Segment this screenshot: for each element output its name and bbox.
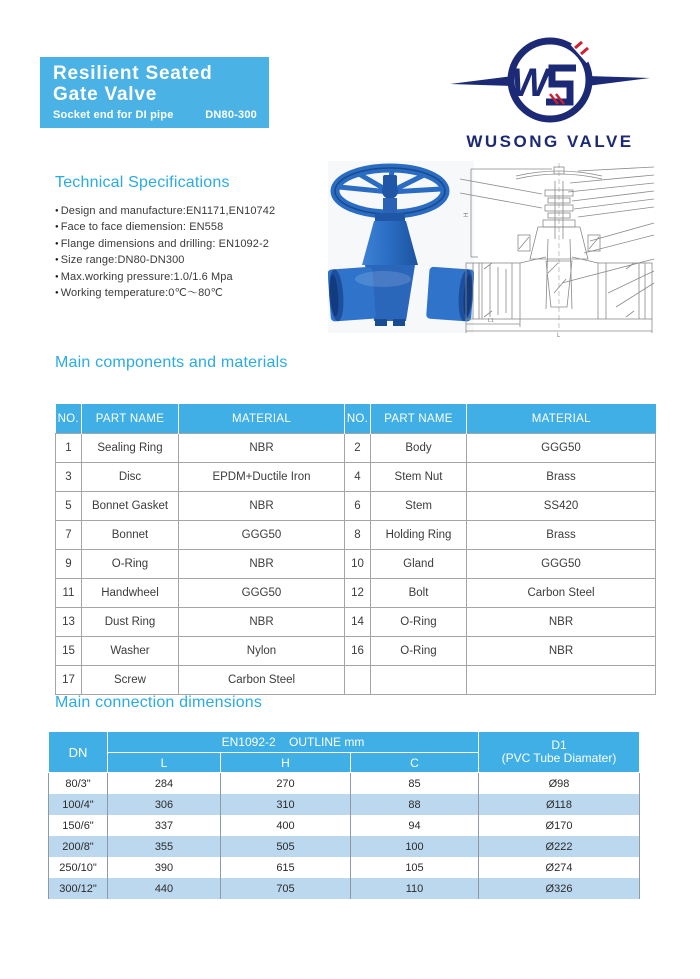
table-cell: GGG50 [179,521,345,550]
table-cell: 270 [221,773,351,795]
table-cell: Gland [371,550,467,579]
col-header-no: NO. [345,404,371,434]
table-cell: 440 [108,878,221,899]
table-cell: 3 [56,463,82,492]
table-cell: 400 [221,815,351,836]
table-cell: EPDM+Ductile Iron [179,463,345,492]
table-cell: GGG50 [467,550,656,579]
table-cell: Body [371,434,467,463]
table-cell: 15 [56,637,82,666]
table-cell: 11 [56,579,82,608]
drawing-label-h: H [464,212,470,217]
table-cell: Stem [371,492,467,521]
valve-technical-drawing [458,161,660,337]
table-cell: 100 [351,836,479,857]
wusong-logo-icon [440,34,660,126]
table-row [56,434,656,463]
table-cell: Nylon [179,637,345,666]
spec-item: ● Face to face diemension: EN558 [55,219,275,235]
spec-item: ● Working temperature:0℃～80℃ [55,285,275,301]
table-cell: 10 [345,550,371,579]
table-cell: NBR [179,492,345,521]
valve-photo [328,161,474,333]
spec-item: ● Max.working pressure:1.0/1.6 Mpa [55,269,275,285]
table-cell: 705 [221,878,351,899]
table-cell: 337 [108,815,221,836]
table-row [56,492,656,521]
table-cell: Bonnet [82,521,179,550]
col-header-dn: DN [49,732,108,773]
product-size-range: DN80-300 [205,109,257,121]
table-cell: Dust Ring [82,608,179,637]
table-cell: Ø98 [479,773,640,795]
table-row [56,666,656,695]
table-cell: SS420 [467,492,656,521]
table-row [49,857,640,878]
spec-item: ● Flange dimensions and drilling: EN1092-2 [55,236,275,252]
table-cell: 16 [345,637,371,666]
tech-specs-heading: Technical Specifications [55,174,230,191]
table-row [49,794,640,815]
dimensions-heading: Main connection dimensions [55,694,263,711]
table-cell: 300/12" [49,878,108,899]
table-cell: Carbon Steel [467,579,656,608]
col-header-d1 [479,732,640,773]
table-cell: Bonnet Gasket [82,492,179,521]
product-title-banner [40,57,269,128]
table-cell: Washer [82,637,179,666]
col-header-material: MATERIAL [179,404,345,434]
table-row [56,550,656,579]
table-cell: 7 [56,521,82,550]
table-cell: 6 [345,492,371,521]
company-name: WUSONG VALVE [466,132,634,151]
company-logo [440,34,660,152]
product-subtitle: Socket end for DI pipe [53,109,174,121]
table-row [56,521,656,550]
table-cell: Bolt [371,579,467,608]
col-header-no: NO. [56,404,82,434]
table-cell: Ø222 [479,836,640,857]
drawing-label-l: L [557,333,561,337]
table-cell: 17 [56,666,82,695]
table-cell: Disc [82,463,179,492]
table-cell: Ø326 [479,878,640,899]
table-cell: 88 [351,794,479,815]
table-cell: 2 [345,434,371,463]
table-cell: GGG50 [467,434,656,463]
table-cell: Ø274 [479,857,640,878]
table-row [56,637,656,666]
table-cell: Ø170 [479,815,640,836]
dimensions-table [48,731,640,899]
table-cell: NBR [179,434,345,463]
table-cell: 1 [56,434,82,463]
d1-sublabel: (PVC Tube Diamater) [501,751,617,765]
table-cell: 5 [56,492,82,521]
components-heading: Main components and materials [55,354,288,371]
table-cell: 284 [108,773,221,795]
col-header-c: C [351,753,479,773]
table-cell: Brass [467,463,656,492]
table-cell: 310 [221,794,351,815]
table-row [56,608,656,637]
table-cell: 355 [108,836,221,857]
product-title-line2: Gate Valve [53,84,158,105]
table-cell: NBR [467,608,656,637]
table-cell: Ø118 [479,794,640,815]
spec-item: ● Size range:DN80-DN300 [55,252,275,268]
table-cell: 105 [351,857,479,878]
drawing-label-l1: L1 [488,318,494,324]
table-row [49,773,640,795]
table-cell: 306 [108,794,221,815]
table-cell: 12 [345,579,371,608]
table-cell: 85 [351,773,479,795]
tech-specs-list [55,203,275,301]
table-row [49,836,640,857]
table-cell [371,666,467,695]
dimensions-header-row [49,732,640,753]
d1-label: D1 [551,738,567,752]
table-cell: NBR [467,637,656,666]
table-cell: NBR [179,550,345,579]
table-cell: 615 [221,857,351,878]
svg-text:W: W [511,61,549,105]
table-cell: NBR [179,608,345,637]
table-cell: 390 [108,857,221,878]
table-cell: 94 [351,815,479,836]
table-cell [345,666,371,695]
table-cell [467,666,656,695]
table-cell: 150/6" [49,815,108,836]
col-header-part-name: PART NAME [371,404,467,434]
table-cell: 100/4" [49,794,108,815]
table-row [49,815,640,836]
product-title-line1: Resilient Seated [53,63,213,84]
table-row [49,878,640,899]
table-cell: 80/3" [49,773,108,795]
table-cell: Sealing Ring [82,434,179,463]
table-row [56,579,656,608]
table-cell: 200/8" [49,836,108,857]
table-cell: GGG50 [179,579,345,608]
table-cell: Screw [82,666,179,695]
table-cell: Brass [467,521,656,550]
col-header-h: H [221,753,351,773]
table-cell: O-Ring [371,608,467,637]
table-cell: 250/10" [49,857,108,878]
table-cell: 110 [351,878,479,899]
table-cell: O-Ring [82,550,179,579]
table-cell: 13 [56,608,82,637]
col-header-material: MATERIAL [467,404,656,434]
table-cell: Carbon Steel [179,666,345,695]
col-header-l: L [108,753,221,773]
table-cell: 14 [345,608,371,637]
table-cell: 9 [56,550,82,579]
table-cell: 8 [345,521,371,550]
table-cell: Holding Ring [371,521,467,550]
table-cell: 505 [221,836,351,857]
table-cell: 4 [345,463,371,492]
table-cell: Handwheel [82,579,179,608]
components-table [55,404,656,695]
spec-item: ● Design and manufacture:EN1171,EN10742 [55,203,275,219]
table-cell: Stem Nut [371,463,467,492]
table-cell: O-Ring [371,637,467,666]
col-header-part-name: PART NAME [82,404,179,434]
table-row [56,463,656,492]
col-header-outline-group: EN1092-2 OUTLINE mm [108,732,479,753]
components-header-row [56,404,656,434]
